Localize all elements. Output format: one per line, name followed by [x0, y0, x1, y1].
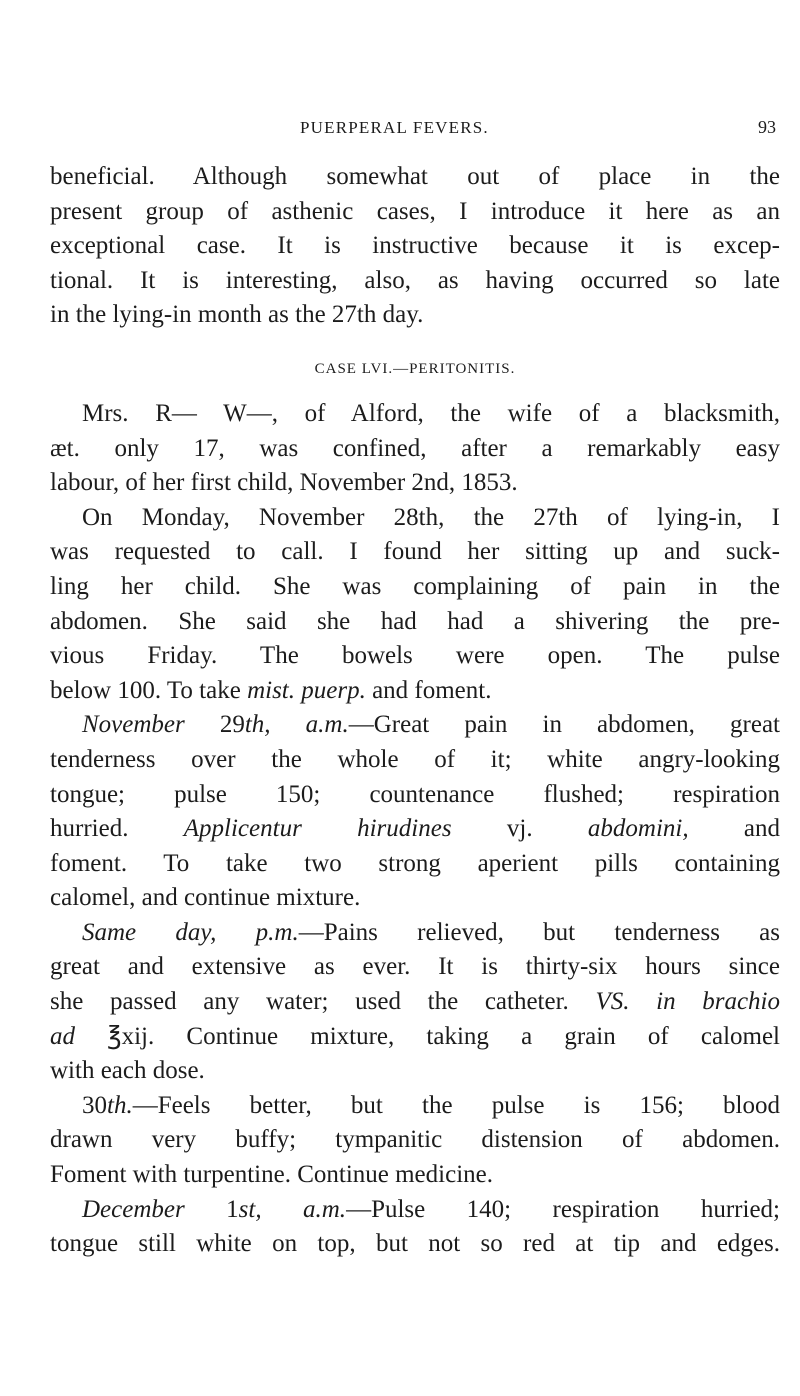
- text-run: Foment with turpentine. Continue medicine.: [50, 1161, 493, 1189]
- text-run: with each dose.: [50, 1057, 205, 1085]
- text-run: tenderness over the whole of it; white angry-looking: [50, 745, 780, 773]
- text-run: —Pains relieved, but tenderness as: [298, 918, 781, 946]
- text-run: —Pulse 140; respiration hurried;: [346, 1195, 780, 1223]
- text-line: [50, 1089, 780, 1124]
- intro-paragraph: [50, 160, 780, 333]
- italic-text: ad: [50, 1022, 75, 1050]
- text-line: [50, 778, 780, 813]
- case-heading: CASE LVI.—PERITONITIS.: [314, 360, 516, 377]
- text-line: [50, 1020, 780, 1055]
- italic-text: December: [82, 1195, 185, 1223]
- text-line: [50, 985, 780, 1020]
- text-line: [50, 812, 780, 847]
- text-line: [50, 1123, 780, 1158]
- italic-text: VS. in brachio: [595, 988, 780, 1016]
- italic-text: Same day, p.m.: [82, 918, 299, 946]
- text-line: [50, 466, 780, 501]
- text-line: exceptional case. It is instructive because it is excep-: [50, 232, 780, 260]
- text-run: Mrs. R— W—, of Alford, the wife of a blacksmith,: [82, 399, 780, 427]
- text-line: beneficial. Although somewhat out of place in the: [50, 163, 780, 190]
- text-run: she passed any water; used the catheter.: [50, 988, 596, 1016]
- text-run: drawn very buffy; tympanitic distension of abdomen.: [50, 1126, 780, 1154]
- italic-text: abdomini,: [587, 815, 689, 843]
- text-line: [50, 397, 780, 432]
- italic-text: st, a.m.: [238, 1195, 347, 1223]
- text-line: [50, 1227, 780, 1262]
- text-line: tional. It is interesting, also, as having occurred so late: [50, 266, 780, 294]
- italic-text: November: [82, 711, 185, 739]
- text-run: hurried.: [50, 815, 184, 843]
- text-line: [50, 916, 780, 951]
- page-number: 93: [758, 117, 776, 137]
- text-run: On Monday, November 28th, the 27th of lying-in, I: [82, 503, 780, 531]
- text-run: 1: [184, 1195, 239, 1223]
- text-run: and foment.: [365, 676, 492, 704]
- text-run: and: [688, 815, 780, 843]
- text-line: [50, 847, 780, 882]
- text-line: [50, 501, 780, 536]
- case-text: [50, 397, 780, 1262]
- italic-text: Applicentur hirudines: [183, 815, 452, 843]
- text-run: labour, of her first child, November 2nd, 1853.: [50, 469, 518, 497]
- text-line: [50, 743, 780, 778]
- text-line: [50, 881, 780, 916]
- body-text: [50, 160, 780, 1262]
- text-run: foment. To take two strong aperient pills containing: [50, 849, 780, 877]
- text-line: [50, 1193, 780, 1228]
- text-line: in the lying-in month as the 27th day.: [50, 301, 424, 329]
- text-run: —Great pain in abdomen, great: [348, 711, 781, 739]
- text-run: —Feels better, but the pulse is 156; blood: [132, 1091, 780, 1119]
- text-run: was requested to call. I found her sitting up and suck-: [50, 538, 780, 566]
- text-run: calomel, and continue mixture.: [50, 884, 361, 912]
- text-line: [50, 432, 780, 467]
- text-line: [50, 674, 780, 709]
- text-line: [50, 535, 780, 570]
- text-line: [50, 1158, 780, 1193]
- running-title: PUERPERAL FEVERS.: [300, 118, 489, 137]
- text-line: [50, 950, 780, 985]
- text-run: abdomen. She said she had had a shivering the pre-: [50, 607, 780, 635]
- italic-text: th, a.m.: [244, 711, 349, 739]
- text-run: æt. only 17, was confined, after a remarkably easy: [50, 434, 780, 462]
- text-line: present group of asthenic cases, I introduce it here as an: [50, 197, 780, 225]
- text-run: ling her child. She was complaining of pain in the: [50, 572, 780, 600]
- text-run: great and extensive as ever. It is thirty-six hours since: [50, 953, 780, 981]
- text-run: tongue; pulse 150; countenance flushed; respiration: [50, 780, 780, 808]
- text-line: [50, 1054, 780, 1089]
- text-run: vious Friday. The bowels were open. The pulse: [50, 642, 780, 670]
- text-run: 29: [184, 711, 245, 739]
- text-line: [50, 570, 780, 605]
- italic-text: th.: [107, 1091, 133, 1119]
- italic-text: mist. puerp.: [247, 676, 366, 704]
- text-run: vj.: [451, 815, 588, 843]
- text-run: 30: [82, 1091, 107, 1119]
- running-head: [0, 118, 800, 142]
- text-line: [50, 639, 780, 674]
- text-run: ℥xij. Continue mixture, taking a grain of calomel: [75, 1022, 780, 1050]
- text-run: tongue still white on top, but not so red at tip and edges.: [50, 1230, 780, 1258]
- text-run: below 100. To take: [50, 676, 248, 704]
- text-line: [50, 708, 780, 743]
- text-line: [50, 605, 780, 640]
